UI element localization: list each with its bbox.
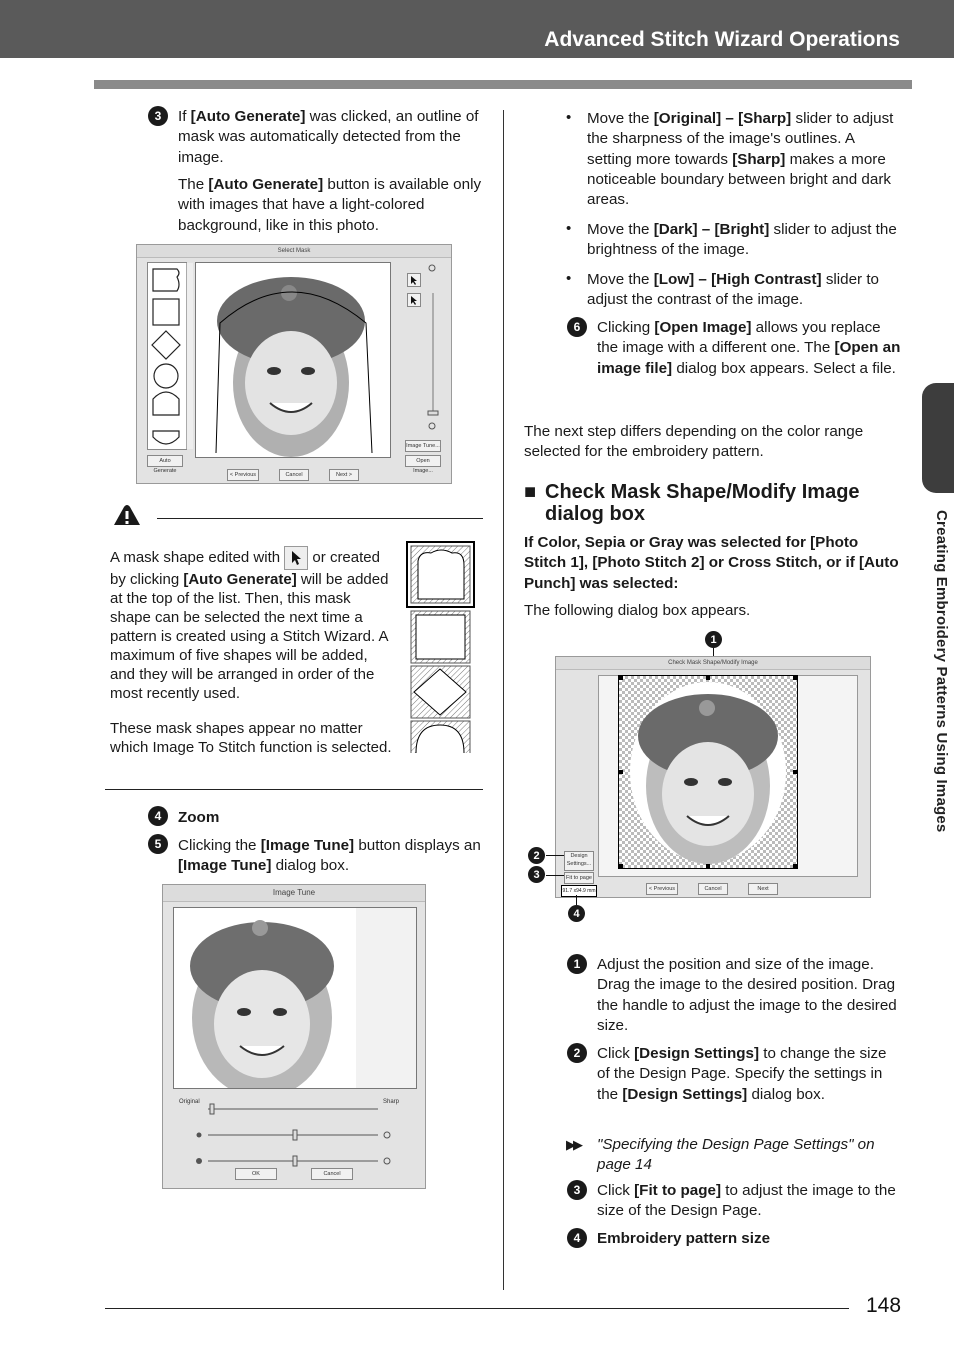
embroidery-size-display: 91.7 x94.9 mm <box>561 885 597 897</box>
step-6-text: Clicking [Open Image] allows you replace the image with a different one. The [Open an image file] dialog box appears. Select a file. <box>597 319 901 377</box>
step-4-number: 4 <box>148 806 168 826</box>
item-2-number: 2 <box>567 1043 587 1063</box>
header-title: Advanced Stitch Wizard Operations <box>544 28 900 51</box>
original-label: Original <box>179 1099 200 1105</box>
step-3-number: 3 <box>148 106 168 126</box>
girl-photo-masked <box>196 263 390 457</box>
callout-4: 4 <box>568 905 585 922</box>
bullet-sharp: Move the [Original] – [Sharp] slider to adjust the sharpness of the image's outlines. A setting more towards [Sharp] makes a more noticeable boundary between bright and dark areas. <box>587 110 894 209</box>
footer-rule <box>105 1308 849 1309</box>
side-tab-label: Creating Embroidery Patterns Using Images <box>933 510 950 833</box>
step-6-number: 6 <box>567 317 587 337</box>
image-frame[interactable] <box>618 675 798 869</box>
reference-arrow-icon: ▶▶ <box>566 1137 580 1152</box>
girl-photo <box>174 908 416 1088</box>
mask-photo-area[interactable] <box>195 262 391 458</box>
previous-button[interactable]: < Previous <box>227 469 259 481</box>
check-next-button[interactable]: Next <box>748 883 778 895</box>
item-2-text: Click [Design Settings] to change the size of the Design Page. Specify the settings in the [Design Settings] dialog box. <box>597 1045 887 1103</box>
image-tune-dialog <box>162 884 426 1189</box>
check-mask-title: Check Mask Shape/Modify Image <box>556 657 870 670</box>
bullet-bright: Move the [Dark] – [Bright] slider to adjust the brightness of the image. <box>587 221 897 259</box>
edit-arrow-icon <box>408 294 420 306</box>
check-mask-dialog <box>555 656 871 898</box>
step-5-number: 5 <box>148 834 168 854</box>
step-4-label: Zoom <box>178 809 220 826</box>
open-image-button[interactable]: Open Image... <box>405 455 441 467</box>
callout-2: 2 <box>528 847 545 864</box>
item-1-text: Adjust the position and size of the image. Drag the image to the desired position. Drag the handle to adjust the image to the desired size. <box>597 956 897 1034</box>
tune-sliders[interactable] <box>193 1093 393 1173</box>
item-4-number: 4 <box>567 1228 587 1248</box>
section-condition: If Color, Sepia or Gray was selected for [Photo Stitch 1], [Photo Stitch 2] or Cross Stitch, or if [Auto Punch] was selected: <box>524 534 899 592</box>
section-appears: The following dialog box appears. <box>524 602 751 619</box>
select-mask-title: Select Mask <box>137 245 451 258</box>
ok-button[interactable]: OK <box>235 1168 277 1180</box>
edit-tool-icon <box>284 546 308 570</box>
bullet-marker: • <box>566 109 572 126</box>
note-text-2: These mask shapes appear no matter which Image To Stitch function is selected. <box>110 720 392 756</box>
item-1-number: 1 <box>567 954 587 974</box>
edit-point-tool-button[interactable] <box>407 293 421 307</box>
step-5-text: Clicking the [Image Tune] button displays an [Image Tune] dialog box. <box>178 837 481 875</box>
mask-thumbnail-list <box>406 541 476 753</box>
step-3-note: The [Auto Generate] button is available only with images that have a light-colored background, like in this photo. <box>178 176 482 234</box>
reference-link[interactable]: "Specifying the Design Page Settings" on page 14 <box>597 1136 875 1174</box>
girl-photo-oval-mask <box>619 676 797 868</box>
section-title: Check Mask Shape/Modify Image dialog box <box>545 481 860 525</box>
callout-4-line <box>576 895 577 905</box>
auto-generate-button[interactable]: Auto Generate <box>147 455 183 467</box>
item-4-text: Embroidery pattern size <box>597 1230 771 1247</box>
image-tune-button[interactable]: Image Tune... <box>405 440 441 452</box>
image-tune-cancel-button[interactable]: Cancel <box>311 1168 353 1180</box>
image-tune-title: Image Tune <box>163 885 425 902</box>
sub-header-bar <box>94 80 912 89</box>
next-button[interactable]: Next > <box>329 469 359 481</box>
mask-shape-list[interactable] <box>147 262 187 450</box>
sharp-label: Sharp <box>383 1099 400 1105</box>
step-3-text: If [Auto Generate] was clicked, an outline of mask was automatically detected from the image. <box>178 108 479 166</box>
side-tab <box>922 383 954 493</box>
mask-thumbnails-icon <box>406 541 476 753</box>
bullet-marker: • <box>566 270 572 287</box>
note-bottom-rule <box>105 789 483 790</box>
item-3-number: 3 <box>567 1180 587 1200</box>
check-cancel-button[interactable]: Cancel <box>698 883 728 895</box>
bullet-marker: • <box>566 220 572 237</box>
page-number: 148 <box>866 1294 902 1317</box>
callout-3-line <box>546 875 564 876</box>
mask-shapes-icon <box>148 263 186 449</box>
check-previous-button[interactable]: < Previous <box>646 883 678 895</box>
column-divider <box>503 110 504 1290</box>
callout-1: 1 <box>705 631 722 648</box>
note-icon <box>110 503 146 531</box>
callout-3: 3 <box>528 866 545 883</box>
next-step-text: The next step differs depending on the color range selected for the embroidery pattern. <box>524 423 864 461</box>
section-marker: ■ <box>524 481 537 503</box>
image-tune-preview <box>173 907 417 1089</box>
bullet-contrast: Move the [Low] – [High Contrast] slider to adjust the contrast of the image. <box>587 271 879 309</box>
zoom-slider-track <box>427 263 439 433</box>
note-rule <box>157 518 483 519</box>
select-tool-button[interactable] <box>407 273 421 287</box>
note-text: A mask shape edited with or created by clicking [Auto Generate] will be added at the top of the list. Then, this mask shape can be selected the next time a pattern is created using a Stitch Wizard. A maximum of five shapes will be added, and they will be arranged in order of the most recently used. <box>110 546 394 703</box>
cancel-button[interactable]: Cancel <box>279 469 309 481</box>
cursor-arrow-icon <box>408 274 420 286</box>
section-heading <box>524 481 904 525</box>
mask-list-scrollbar[interactable] <box>186 263 193 449</box>
item-3-text: Click [Fit to page] to adjust the image to the size of the Design Page. <box>597 1182 896 1220</box>
design-settings-button[interactable]: Design Settings... <box>564 851 594 871</box>
callout-2-line <box>546 855 564 856</box>
select-mask-dialog <box>136 244 452 484</box>
fit-to-page-button[interactable]: Fit to page <box>564 872 594 884</box>
zoom-slider[interactable] <box>427 263 439 433</box>
